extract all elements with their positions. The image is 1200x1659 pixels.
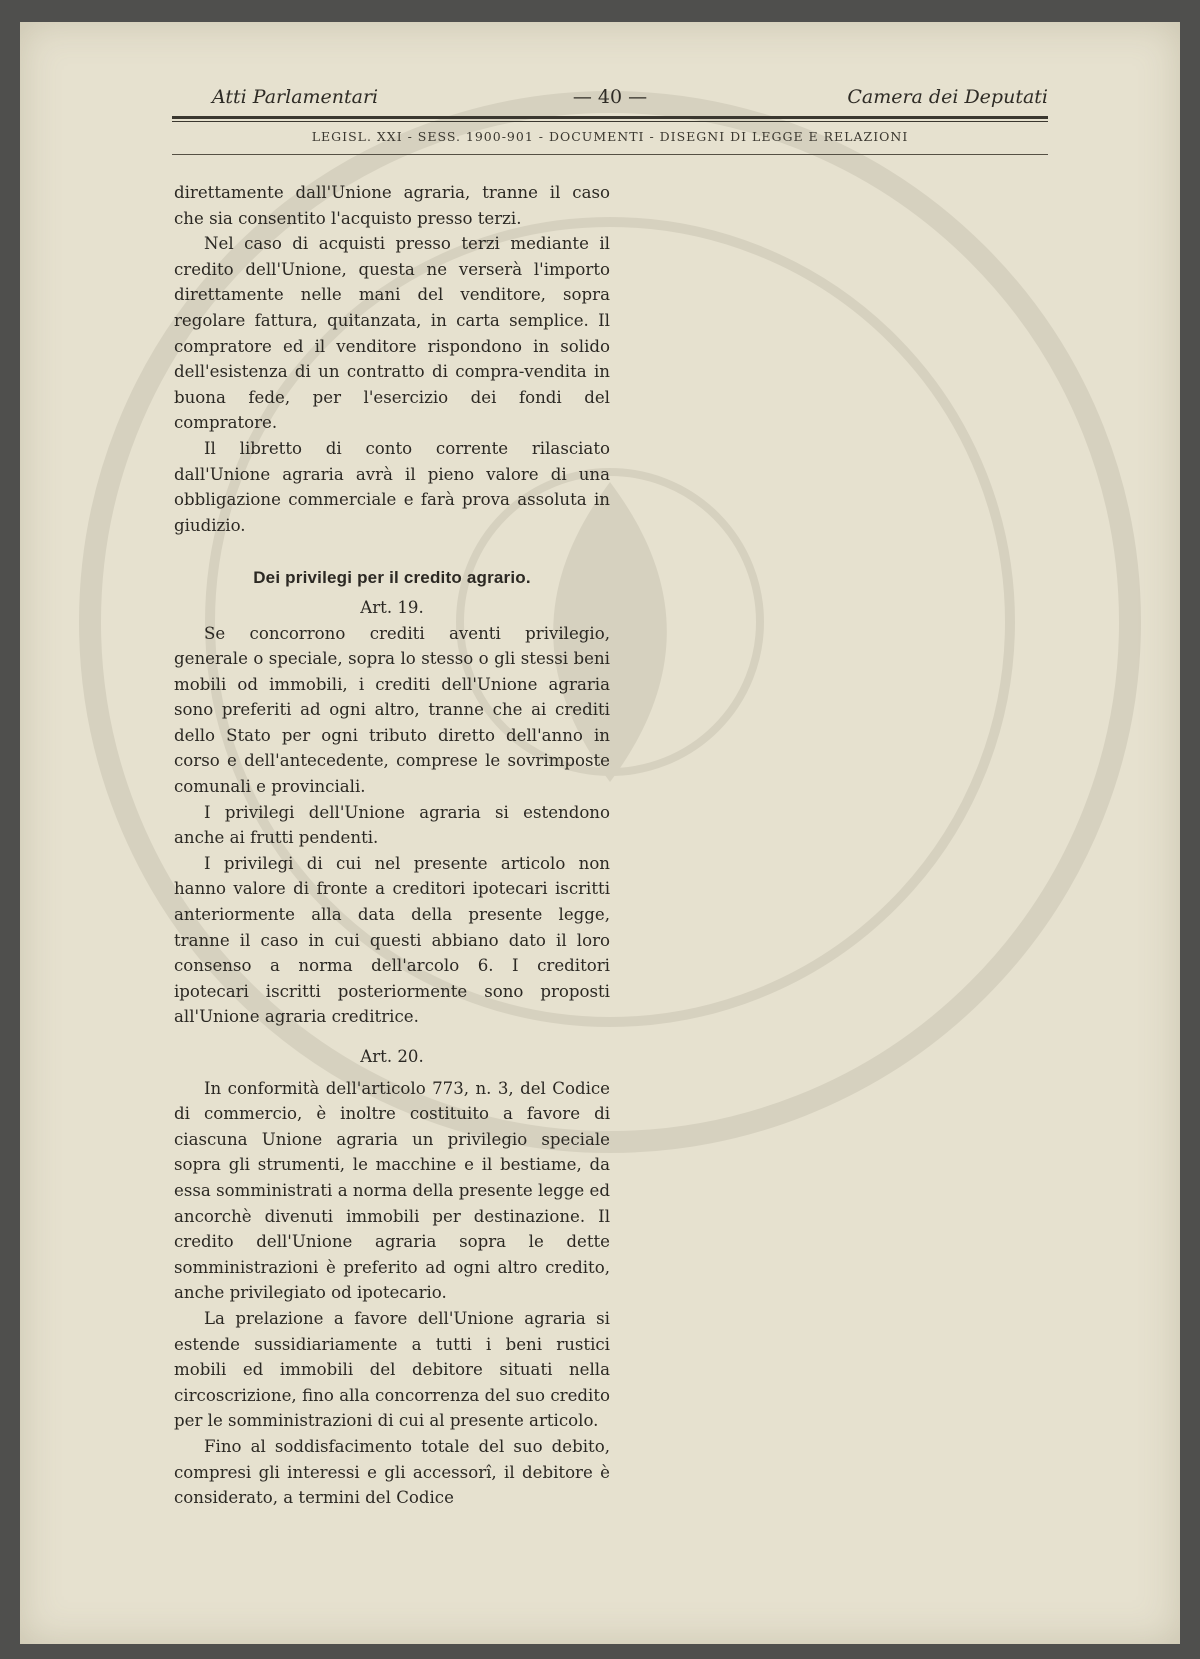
header-left-title: Atti Parlamentari (212, 86, 379, 108)
paragraph: Nel caso di acquisti presso terzi mediante il credito dell'Unione, questa ne verserà l'importo direttamente nelle mani del venditore, sopra regolare fattura, quitanzata, in carta semplice. Il compratore ed il venditore rispondono in solido dell'esistenza di un contratto di compra-vendita in buona fede, per l'esercizio dei fondi del compratore. (174, 234, 610, 433)
paragraph: Fino al soddisfacimento totale del suo debito, compresi gli interessi e gli accessorî, il debitore è considerato, a termini del Codice (174, 1436, 610, 1508)
paragraph: I privilegi dell'Unione agraria si estendono anche ai frutti pendenti. (174, 802, 610, 848)
session-subheader: LEGISL. XXI - SESS. 1900-901 - DOCUMENTI - DISEGNI DI LEGGE E RELAZIONI (311, 129, 909, 144)
paragraph: La prelazione a favore dell'Unione agraria si estende sussidiariamente a tutti i beni rustici mobili ed immobili del debitore situati nella circoscrizione, fino alla concorrenza del suo credito per le somministrazioni di cui al presente articolo. (174, 1308, 610, 1431)
subheader-rule (172, 154, 1048, 155)
article-heading-20: Art. 20. (360, 1047, 424, 1066)
running-header (172, 72, 1048, 108)
paragraph: Se concorrono crediti aventi privilegio, generale o speciale, sopra lo stesso o gli stessi beni mobili od immobili, i crediti dell'Unione agraria sono preferiti ad ogni altro, tranne che ai crediti dello Stato per ogni tributo diretto dell'anno in corso e dell'antecedente, comprese le sovrimposte comunali e provinciali. (174, 623, 610, 797)
paragraph: Il libretto di conto corrente rilasciato dall'Unione agraria avrà il pieno valore di una obbligazione commerciale e farà prova assoluta in giudizio. (174, 438, 610, 535)
page-number: — 40 — (572, 86, 648, 108)
paragraph: I privilegi di cui nel presente articolo non hanno valore di fronte a creditori ipotecari iscritti anteriormente alla data della presente legge, tranne il caso in cui questi abbiano dato il loro consenso a norma dell'arcolo 6. I creditori ipotecari iscritti posteriormente sono proposti all'Unione agraria creditrice. (174, 853, 610, 1027)
text-column (174, 180, 610, 1511)
header-rule-thin (172, 121, 1048, 122)
section-heading: Dei privilegi per il credito agrario. (253, 568, 531, 588)
header-right-title: Camera dei Deputati (847, 86, 1048, 108)
paragraph: direttamente dall'Unione agraria, tranne il caso che sia consentito l'acquisto presso terzi. (174, 183, 610, 228)
article-heading-19: Art. 19. (360, 597, 424, 617)
paragraph: In conformità dell'articolo 773, n. 3, del Codice di commercio, è inoltre costituito a favore di ciascuna Unione agraria un privilegio speciale sopra gli strumenti, le macchine e il bestiame, da essa somministrati a norma della presente legge ed ancorchè divenuti immobili per destinazione. Il credito dell'Unione agraria sopra le dette somministrazioni è preferito ad ogni altro credito, anche privilegiato od ipotecario. (174, 1078, 610, 1303)
header-rule-thick (172, 116, 1048, 119)
document-page (20, 22, 1180, 1644)
